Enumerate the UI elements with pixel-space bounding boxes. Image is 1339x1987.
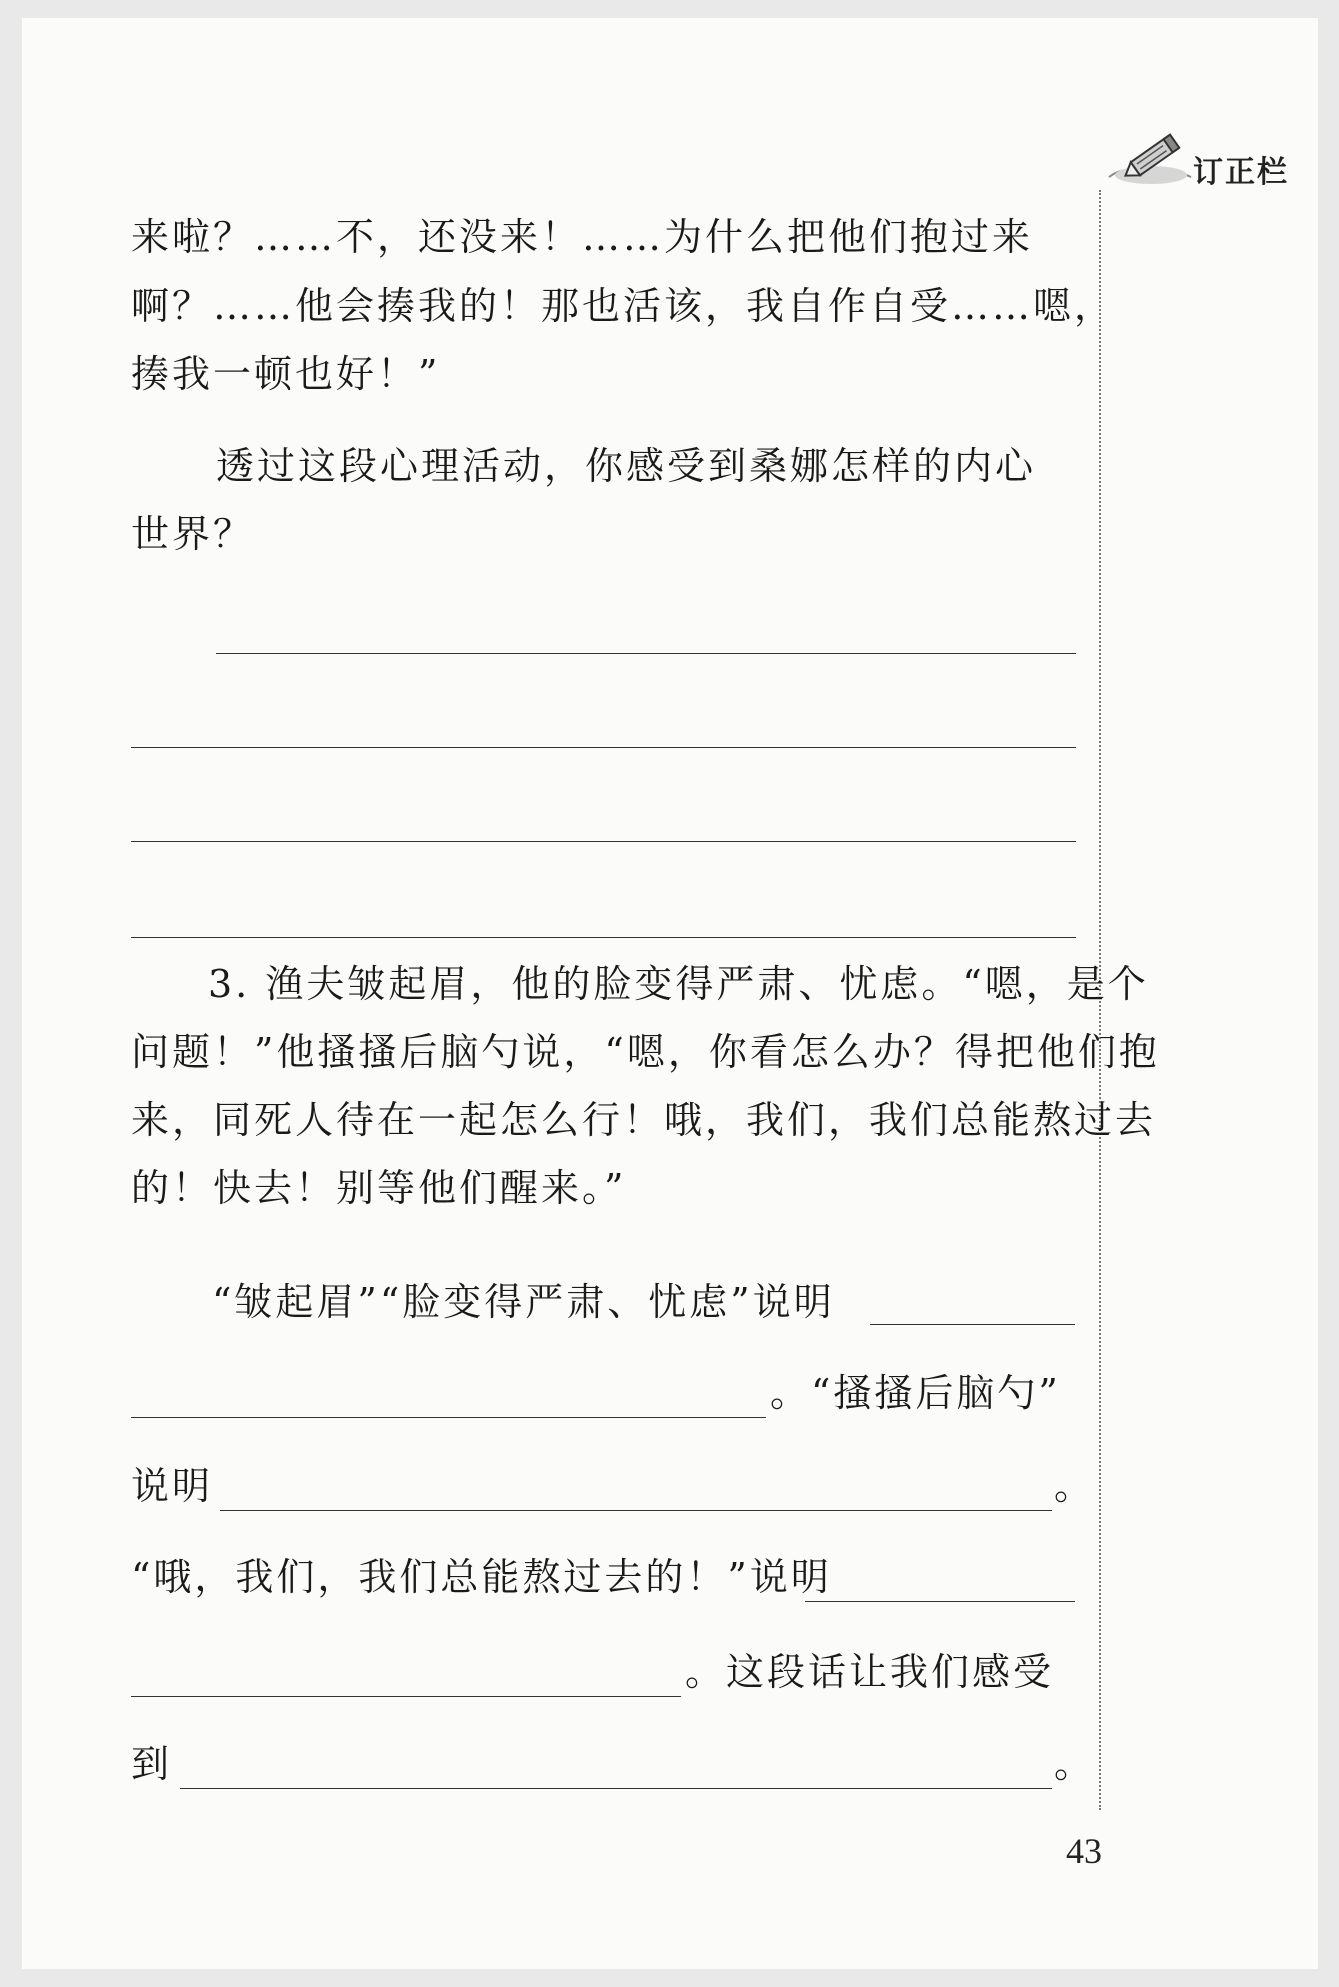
blank-field[interactable] (131, 1696, 681, 1697)
fill-in-prompt: 到 (131, 1742, 173, 1786)
fill-in-punctuation: 。 (1054, 1742, 1096, 1786)
passage-line: 啊？……他会揍我的！那也活该，我自作自受……嗯， (131, 284, 1116, 328)
answer-line[interactable] (131, 841, 1076, 842)
pencil-icon (1105, 125, 1195, 195)
question-3-passage: 3. 渔夫皱起眉，他的脸变得严肃、忧虑。“嗯，是个 (208, 962, 1149, 1006)
fill-in-punctuation: 。 (1054, 1464, 1096, 1508)
blank-field[interactable] (805, 1601, 1075, 1602)
fill-in-prompt: 说明 (131, 1464, 214, 1508)
page-number: 43 (1066, 1831, 1102, 1871)
blank-field[interactable] (870, 1324, 1075, 1325)
question-2-prompt-cont: 世界？ (131, 512, 255, 556)
fill-in-prompt: “哦，我们，我们总能熬过去的！”说明 (131, 1555, 832, 1599)
question-3-passage: 的！快去！别等他们醒来。” (131, 1166, 627, 1210)
blank-field[interactable] (131, 1417, 766, 1418)
answer-line[interactable] (131, 937, 1076, 938)
blank-field[interactable] (180, 1788, 1052, 1789)
question-3-passage: 来，同死人待在一起怎么行！哦，我们，我们总能熬过去 (131, 1098, 1157, 1142)
answer-line[interactable] (131, 747, 1076, 748)
correction-column-label: 订正栏 (1193, 155, 1289, 190)
correction-column-header (1105, 125, 1320, 195)
passage-line: 揍我一顿也好！” (131, 352, 441, 396)
fill-in-prompt: “皱起眉”“脸变得严肃、忧虑”说明 (212, 1280, 835, 1324)
fill-in-prompt: 。“搔搔后脑勺” (770, 1371, 1061, 1415)
blank-field[interactable] (220, 1510, 1052, 1511)
question-2-prompt: 透过这段心理活动，你感受到桑娜怎样的内心 (216, 444, 1037, 488)
question-3-passage: 问题！”他搔搔后脑勺说，“嗯，你看怎么办？得把他们抱 (131, 1030, 1160, 1074)
passage-line: 来啦？……不，还没来！……为什么把他们抱过来 (131, 215, 1034, 259)
answer-line[interactable] (216, 653, 1076, 654)
fill-in-prompt: 。这段话让我们感受 (685, 1650, 1055, 1694)
